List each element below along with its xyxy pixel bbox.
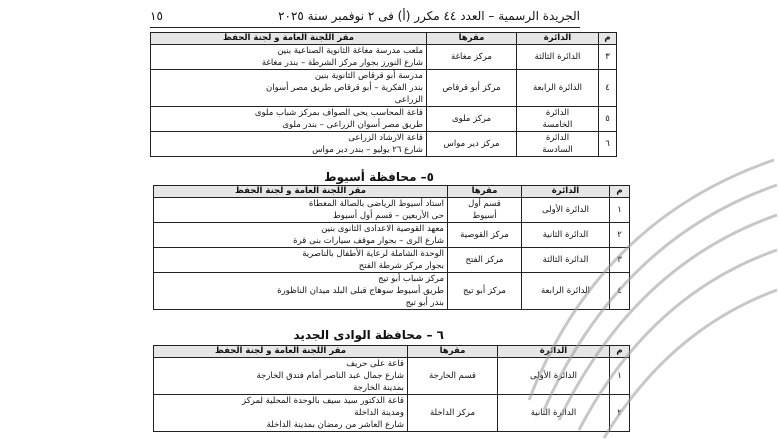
table-row [154, 395, 630, 432]
hq-cell-line: مركز دير مواس [443, 139, 500, 149]
hq-cell [427, 107, 517, 132]
committee-cell-line: بندر الفكرية – أبو قرقاص طريق مصر أسوان [265, 83, 423, 93]
row-number: ٤ [610, 273, 630, 310]
page-number: ١٥ [150, 9, 163, 23]
circuit-cell-line: السادسة [542, 145, 573, 155]
committee-cell-line: طريق مصر أسوان الزراعى – بندر ملوى [282, 120, 423, 130]
circuit-cell-line: الدائرة الرابعة [540, 286, 590, 296]
committee-cell-line: قاعة الدكتور سيد سيف بالوحدة المحلية لمركز [242, 396, 404, 406]
circuit-cell [522, 248, 610, 273]
table-minya-continued [150, 32, 617, 157]
hq-cell [448, 223, 522, 248]
gazette-title: الجريدة الرسمية – العدد ٤٤ مكرر (أ) فى ٢ نوفمبر سنة ٢٠٢٥ [278, 9, 580, 23]
committee-cell-line: مركز شباب أبو تيج [378, 274, 444, 284]
hq-cell-line: قسم أول [468, 199, 501, 209]
page-header [150, 5, 580, 27]
row-number: ٦ [599, 132, 617, 157]
circuit-cell [498, 358, 610, 395]
hq-cell-line: مركز ملوى [451, 114, 492, 124]
committee-cell-line: شارع العاشر من رمضان بمدينة الداخلة [266, 420, 404, 430]
circuit-cell [517, 107, 599, 132]
circuit-cell [517, 132, 599, 157]
col-header-circuit: الدائرة [498, 346, 610, 358]
committee-cell [151, 132, 427, 157]
hq-cell [427, 132, 517, 157]
committee-cell-line: استاد أسيوط الرياضى بالصالة المغطاة [308, 199, 444, 209]
hq-cell-line: مركز الداخلة [429, 408, 476, 418]
table-row [154, 248, 630, 273]
col-header-num: م [599, 33, 617, 45]
row-number: ٣ [599, 45, 617, 70]
committee-cell-line: شارع جمال عبد الناصر أمام فندق الخارجة [256, 371, 404, 381]
table-header-row [154, 186, 630, 198]
committee-cell-line: قاعة المحاسب يحى الصواف بمركز شباب ملوى [254, 108, 423, 118]
table-header-row [154, 346, 630, 358]
committee-cell-line: ومدينة الداخلة [354, 408, 404, 418]
table-row [154, 198, 630, 223]
table-new-valley [153, 345, 630, 432]
committee-cell-line: بجوار مركز شرطة الفتح [358, 261, 444, 271]
hq-cell-line: مركز الفتح [465, 255, 504, 265]
table-row [154, 358, 630, 395]
committee-cell-line: شارع النورز بجوار مركز الشرطة – بندر مغاغة [261, 58, 423, 68]
committee-cell-line: شارع ٢٦ يوليو – بندر دير مواس [312, 145, 423, 155]
circuit-cell-line: الخامسة [542, 120, 573, 130]
committee-cell-line: الوحدة الشاملة لرعاية الأطفال بالناصرية [302, 249, 444, 259]
circuit-cell-line: الدائرة الرابعة [532, 83, 582, 93]
row-number: ٤ [599, 70, 617, 107]
row-number: ٣ [610, 248, 630, 273]
col-header-num: م [610, 346, 630, 358]
table-row [154, 223, 630, 248]
committee-cell-line: ملعب مدرسة مغاغة الثانوية الصناعية بنين [277, 46, 423, 56]
circuit-cell-line: الدائرة الأولى [530, 371, 577, 381]
committee-cell [151, 45, 427, 70]
circuit-cell-line: الدائرة الثالثة [542, 255, 589, 265]
committee-cell-line: الزراعى [394, 95, 423, 105]
hq-cell [427, 70, 517, 107]
committee-cell [154, 358, 408, 395]
circuit-cell-line: الدائرة [545, 108, 570, 118]
committee-cell [154, 395, 408, 432]
table-row [151, 70, 617, 107]
row-number: ٥ [599, 107, 617, 132]
committee-cell [154, 223, 448, 248]
col-header-circuit: الدائرة [517, 33, 599, 45]
section-title-assiut: ٥– محافظة أسيوط [324, 170, 434, 184]
col-header-committee: مقر اللجنة العامة و لجنة الحفظ [154, 186, 448, 198]
table-row [151, 132, 617, 157]
circuit-cell [522, 198, 610, 223]
table-row [154, 273, 630, 310]
row-number: ١ [610, 358, 630, 395]
col-header-hq: مقرها [408, 346, 498, 358]
circuit-cell-line: الدائرة الثالثة [534, 52, 581, 62]
committee-cell [154, 273, 448, 310]
committee-cell-line: قاعة الارشاد الزراعى [348, 133, 423, 143]
circuit-cell-line: الدائرة الثانية [542, 230, 589, 240]
section-title-new-valley: ٦ – محافظة الوادى الجديد [293, 328, 444, 342]
circuit-cell [522, 223, 610, 248]
committee-cell-line: بمدينة الخارجة [353, 383, 404, 393]
circuit-cell-line: الدائرة الأولى [542, 205, 589, 215]
hq-cell [448, 198, 522, 223]
col-header-committee: مقر اللجنة العامة و لجنة الحفظ [151, 33, 427, 45]
committee-cell-line: حى الأربعين – قسم أول أسيوط [332, 211, 444, 221]
table-assiut [153, 185, 630, 310]
col-header-hq: مقرها [448, 186, 522, 198]
hq-cell [448, 248, 522, 273]
circuit-cell [498, 395, 610, 432]
col-header-num: م [610, 186, 630, 198]
committee-cell [151, 107, 427, 132]
row-number: ٢ [610, 395, 630, 432]
table-row [151, 45, 617, 70]
table-row [151, 107, 617, 132]
committee-cell [154, 198, 448, 223]
row-number: ٢ [610, 223, 630, 248]
committee-cell-line: بندر أبو تيج [405, 298, 444, 308]
committee-cell-line: طريق أسيوط سوهاج قبلى البلد ميدان الناظورة [277, 286, 444, 296]
committee-cell [154, 248, 448, 273]
committee-cell-line: قاعة على حريف [346, 359, 404, 369]
circuit-cell [522, 273, 610, 310]
circuit-cell-line: الدائرة الثانية [530, 408, 577, 418]
table-header-row [151, 33, 617, 45]
col-header-committee: مقر اللجنة العامة و لجنة الحفظ [154, 346, 408, 358]
header-rule [150, 27, 580, 28]
hq-cell-line: مركز أبو قرقاص [442, 83, 501, 93]
circuit-cell [517, 70, 599, 107]
hq-cell [427, 45, 517, 70]
row-number: ١ [610, 198, 630, 223]
committee-cell-line: معهد القوصية الاعدادى الثانوى بنين [321, 224, 444, 234]
circuit-cell [517, 45, 599, 70]
hq-cell-line: مركز أبو تيج [463, 286, 506, 296]
hq-cell-line: قسم الخارجة [429, 371, 476, 381]
hq-cell [448, 273, 522, 310]
col-header-hq: مقرها [427, 33, 517, 45]
hq-cell-line: أسيوط [472, 211, 497, 221]
committee-cell [151, 70, 427, 107]
hq-cell [408, 358, 498, 395]
hq-cell-line: مركز مغاغة [451, 52, 492, 62]
hq-cell [408, 395, 498, 432]
circuit-cell-line: الدائرة [545, 133, 570, 143]
hq-cell-line: مركز القوصية [460, 230, 509, 240]
committee-cell-line: مدرسة أبو قرقاص الثانوية بنين [314, 71, 423, 81]
committee-cell-line: شارع الرى – بجوار موقف سيارات بنى قرة [293, 236, 444, 246]
col-header-circuit: الدائرة [522, 186, 610, 198]
